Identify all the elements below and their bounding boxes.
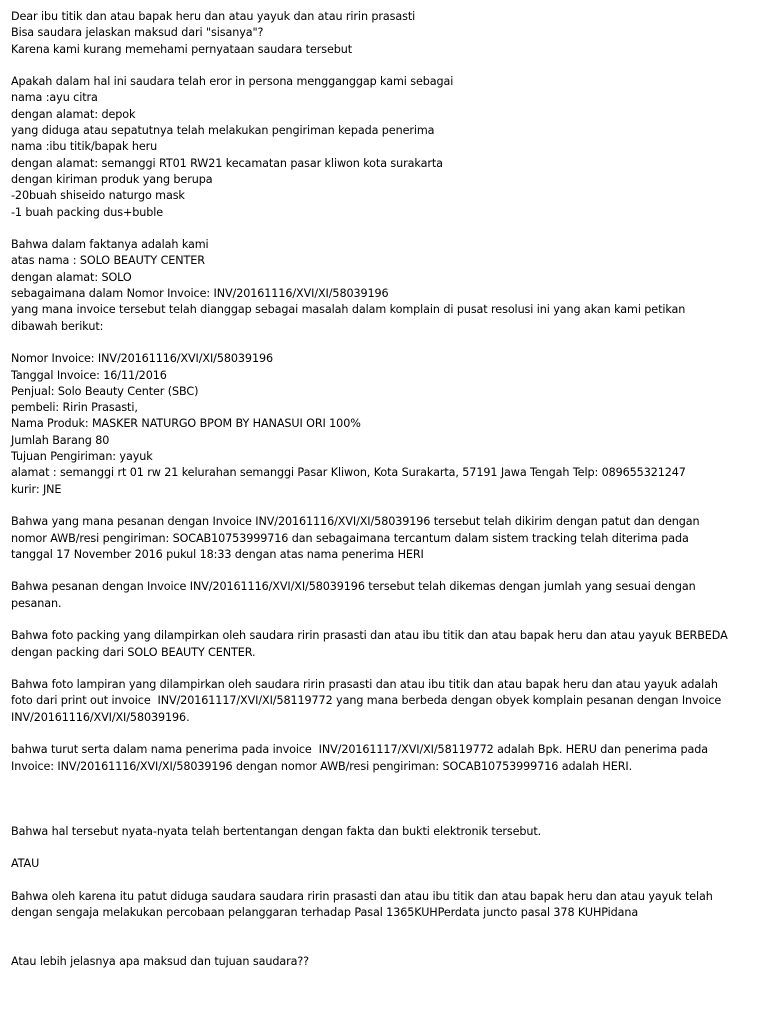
text-line: nama :ayu citra <box>11 91 98 105</box>
text-line: dengan alamat: semanggi RT01 RW21 kecamatan pasar kliwon kota surakarta <box>11 156 443 170</box>
text-line: Bahwa yang mana pesanan dengan Invoice INV/20161116/XVI/XI/58039196 tersebut telah dikirim dengan patut dan dengan <box>11 515 700 529</box>
text-line: kurir: JNE <box>11 482 62 496</box>
paragraph-closing: Atau lebih jelasnya apa maksud dan tujuan saudara?? <box>11 955 310 969</box>
text-line: Apakah dalam hal ini saudara telah eror in persona mengganggap kami sebagai <box>11 75 454 89</box>
paragraph-packed <box>11 579 759 612</box>
text-line: atas nama : SOLO BEAUTY CENTER <box>11 254 205 268</box>
text-line: Dear ibu titik dan atau bapak heru dan atau yayuk dan atau ririn prasasti <box>11 10 416 23</box>
text-line: INV/20161116/XVI/XI/58039196. <box>11 710 190 724</box>
paragraph-invoice-details <box>11 351 759 498</box>
text-line: -20buah shiseido naturgo mask <box>11 189 185 203</box>
text-line: Bisa saudara jelaskan maksud dari "sisanya"? <box>11 26 264 40</box>
text-line: yang mana invoice tersebut telah dianggap sebagai masalah dalam komplain di pusat resolusi ini yang akan kami petikan <box>11 303 686 317</box>
paragraph-facts <box>11 237 759 335</box>
text-line: pembeli: Ririn Prasasti, <box>11 401 138 415</box>
text-line: Tanggal Invoice: 16/11/2016 <box>11 368 167 382</box>
or-label: ATAU <box>11 857 40 871</box>
paragraph-photo-packing <box>11 628 759 661</box>
text-line: alamat : semanggi rt 01 rw 21 kelurahan semanggi Pasar Kliwon, Kota Surakarta, 57191 Jawa Tengah Telp: 089655321247 <box>11 466 686 480</box>
document-body <box>11 9 759 971</box>
paragraph-contradiction: Bahwa hal tersebut nyata-nyata telah bertentangan dengan fakta dan bukti elektronik tersebut. <box>11 824 542 838</box>
text-line: Bahwa foto packing yang dilampirkan oleh saudara ririn prasasti dan atau ibu titik dan atau bapak heru dan atau yayuk BERBEDA <box>11 629 728 643</box>
text-line: Tujuan Pengiriman: yayuk <box>11 450 153 464</box>
paragraph-shipped <box>11 514 759 563</box>
paragraph-recipient <box>11 742 759 775</box>
text-line: dengan sengaja melakukan percobaan pelanggaran terhadap Pasal 1365KUHPerdata juncto pasal 378 KUHPidana <box>11 906 639 920</box>
paragraph-intro <box>11 9 759 58</box>
text-line: Bahwa dalam faktanya adalah kami <box>11 238 209 252</box>
text-line: dengan packing dari SOLO BEAUTY CENTER. <box>11 645 256 659</box>
text-line: nomor AWB/resi pengiriman: SOCAB10753999716 dan sebagaimana tercantum dalam sistem tracking telah diterima pada <box>11 531 689 545</box>
text-line: dibawah berikut: <box>11 319 104 333</box>
text-line: Nama Produk: MASKER NATURGO BPOM BY HANASUI ORI 100% <box>11 417 361 431</box>
text-line: Bahwa foto lampiran yang dilampirkan oleh saudara ririn prasasti dan atau ibu titik dan atau bapak heru dan atau yayuk adalah <box>11 678 718 692</box>
paragraph-photo-attachment <box>11 677 759 726</box>
text-line: -1 buah packing dus+buble <box>11 205 164 219</box>
paragraph-question <box>11 74 759 221</box>
text-line: nama :ibu titik/bapak heru <box>11 140 158 154</box>
text-line: sebagaimana dalam Nomor Invoice: INV/20161116/XVI/XI/58039196 <box>11 287 389 301</box>
text-line: yang diduga atau sepatutnya telah melakukan pengiriman kepada penerima <box>11 124 435 138</box>
text-line: Penjual: Solo Beauty Center (SBC) <box>11 384 199 398</box>
text-line: dengan alamat: depok <box>11 107 136 121</box>
text-line: dengan alamat: SOLO <box>11 270 132 284</box>
text-line: dengan kiriman produk yang berupa <box>11 172 213 186</box>
text-line: tanggal 17 November 2016 pukul 18:33 dengan atas nama penerima HERI <box>11 547 424 561</box>
text-line: Bahwa oleh karena itu patut diduga saudara saudara ririn prasasti dan atau ibu titik dan atau bapak heru dan atau yayuk telah <box>11 890 713 904</box>
text-line: Nomor Invoice: INV/20161116/XVI/XI/58039196 <box>11 352 273 366</box>
text-line: Bahwa pesanan dengan Invoice INV/20161116/XVI/XI/58039196 tersebut telah dikemas dengan jumlah yang sesuai dengan <box>11 580 696 594</box>
paragraph-accusation <box>11 889 759 922</box>
text-line: bahwa turut serta dalam nama penerima pada invoice INV/20161117/XVI/XI/58119772 adalah Bpk. HERU dan penerima pada <box>11 743 709 757</box>
text-line: pesanan. <box>11 596 62 610</box>
text-line: Jumlah Barang 80 <box>11 433 110 447</box>
text-line: foto dari print out invoice INV/20161117/XVI/XI/58119772 yang mana berbeda dengan obyek komplain pesanan dengan Invoice <box>11 694 722 708</box>
text-line: Karena kami kurang memehami pernyataan saudara tersebut <box>11 42 353 56</box>
text-line: Invoice: INV/20161116/XVI/XI/58039196 dengan nomor AWB/resi pengiriman: SOCAB10753999716 adalah HERI. <box>11 759 633 773</box>
